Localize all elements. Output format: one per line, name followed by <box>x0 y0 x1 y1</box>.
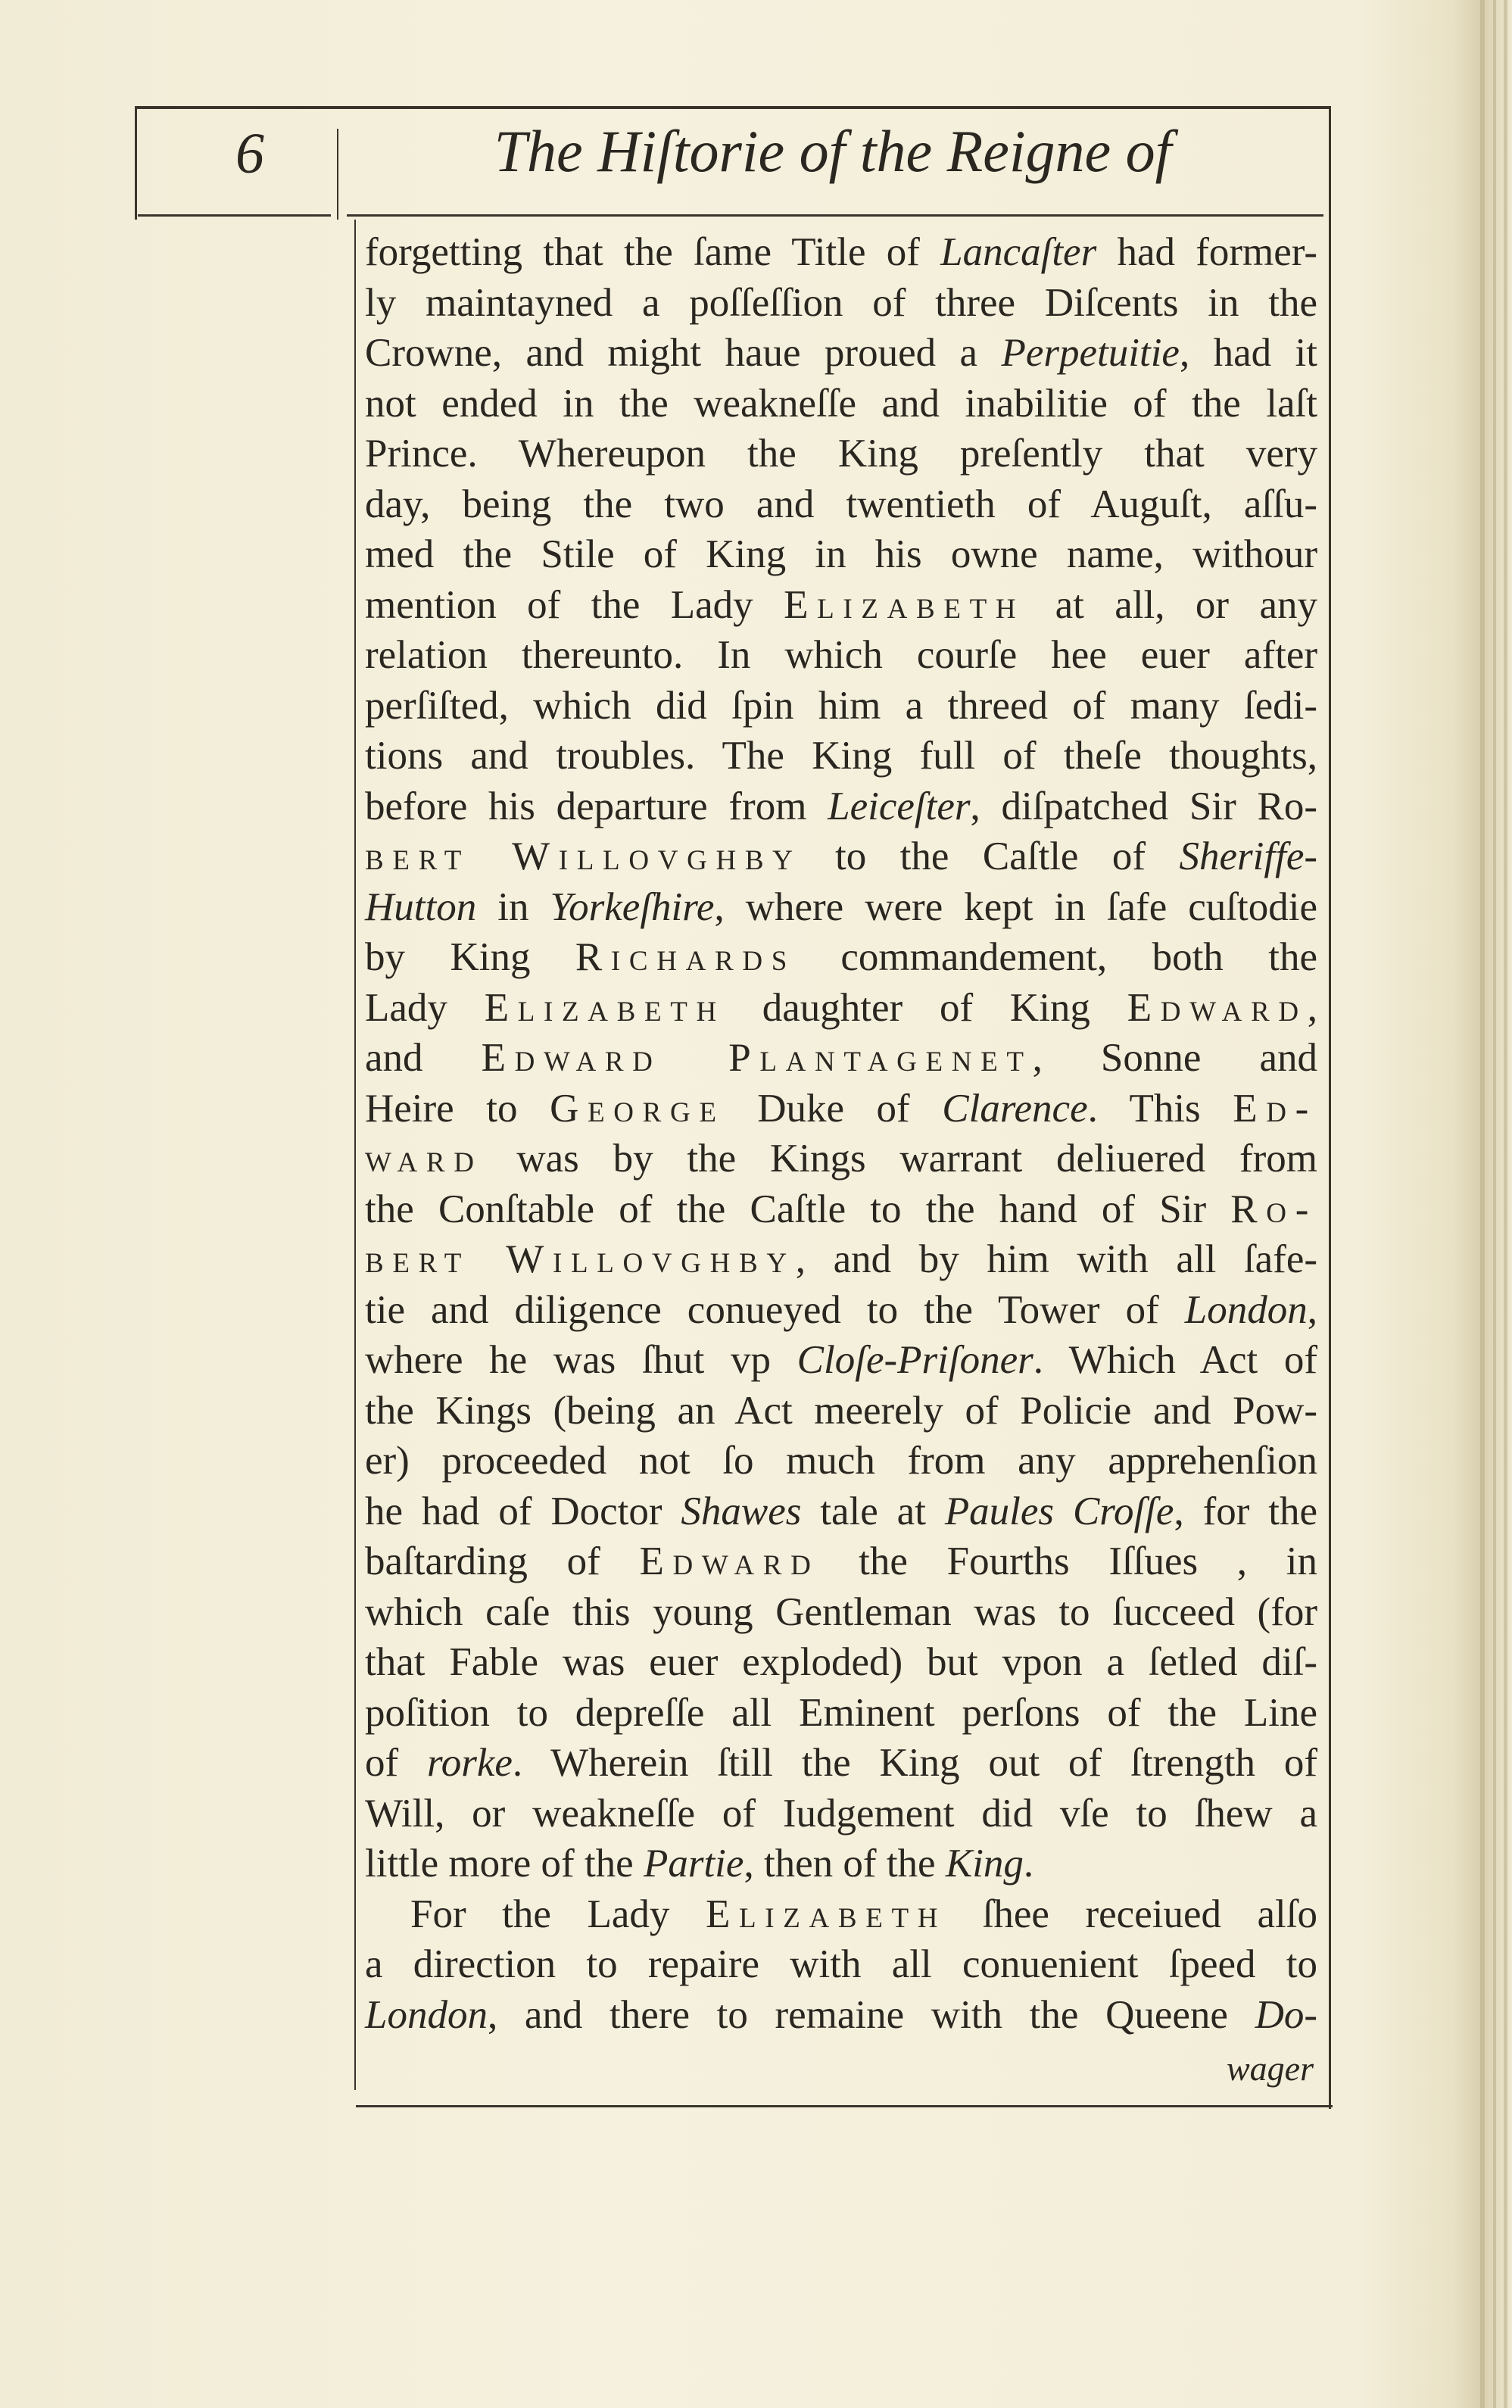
text-span: tale at <box>801 1489 945 1533</box>
text-line <box>365 580 1317 631</box>
small-caps-name: Edward Plantagenet <box>481 1036 1033 1080</box>
text-line <box>365 1386 1317 1436</box>
text-span: med the Stile of King in his owne name, withour <box>365 532 1317 576</box>
text-span: not ended in the weakneſſe and inabilitie of the laſt <box>365 381 1317 426</box>
text-span: he had of Doctor <box>365 1489 681 1533</box>
italic-text: Perpetuitie <box>1001 331 1180 375</box>
text-span: daughter of King <box>725 985 1127 1030</box>
text-line <box>365 1789 1317 1839</box>
text-span: poſition to depreſſe all Eminent perſons of the Line <box>365 1690 1317 1735</box>
text-span: , had it <box>1179 331 1317 375</box>
text-line <box>365 831 1317 882</box>
text-line <box>365 1990 1317 2041</box>
text-line <box>365 1738 1317 1789</box>
right-frame-rule <box>1329 106 1331 2109</box>
text-line <box>365 1134 1317 1184</box>
text-span: , <box>1307 985 1317 1030</box>
text-span: relation thereunto. In which courſe hee euer after <box>365 633 1317 677</box>
text-span: . This <box>1087 1086 1233 1131</box>
text-span: baſtarding of <box>365 1539 640 1583</box>
text-line <box>365 1688 1317 1739</box>
text-line <box>365 529 1317 580</box>
text-span: at all, or any <box>1024 582 1317 627</box>
italic-text: Clarence <box>942 1086 1088 1131</box>
bottom-rule <box>356 2105 1333 2107</box>
page-number: 6 <box>235 122 264 186</box>
small-caps-name: Ed- <box>1233 1086 1317 1131</box>
text-line <box>365 1889 1317 1940</box>
text-span: , and there to remaine with the Queene <box>487 1992 1255 2037</box>
body-text <box>365 227 1317 2040</box>
header-divider <box>337 129 338 220</box>
text-span: day, being the two and twentieth of Auguſt, aſſu- <box>365 482 1317 526</box>
text-span: tions and troubles. The King full of theſe thoughts, <box>365 734 1317 778</box>
top-rule <box>135 106 1331 109</box>
text-span: little more of the <box>365 1842 644 1886</box>
header-rule-right <box>347 214 1323 217</box>
text-span: where he was ſhut vp <box>365 1338 797 1382</box>
text-line <box>365 278 1317 329</box>
text-line <box>365 1285 1317 1336</box>
text-span: perſiſted, which did ſpin him a threed of many ſedi- <box>365 683 1317 728</box>
text-line <box>365 983 1317 1034</box>
text-span: For the Lady <box>410 1892 706 1936</box>
text-line <box>365 781 1317 832</box>
text-line <box>365 630 1317 681</box>
text-line <box>365 227 1317 278</box>
text-span: that Fable was euer exploded) but vpon a ſetled diſ- <box>365 1640 1317 1684</box>
text-span: by King <box>365 935 575 979</box>
text-line <box>365 1084 1317 1134</box>
text-span: the Conſtable of the Caſtle to the hand of Sir <box>365 1187 1231 1231</box>
text-line <box>365 1536 1317 1587</box>
left-frame-rule <box>135 106 137 220</box>
italic-text: Leiceſter <box>828 784 971 828</box>
text-line <box>365 1939 1317 1990</box>
text-span: of <box>365 1741 428 1785</box>
text-span: Duke of <box>725 1086 943 1131</box>
text-span: ſhee receiued alſo <box>946 1892 1317 1936</box>
text-span: the Kings (being an Act meerely of Policie and Pow- <box>365 1388 1317 1433</box>
running-title: The Hiſtorie of the Reigne of <box>494 118 1172 184</box>
text-span: in <box>476 884 550 929</box>
text-span: ly maintayned a poſſeſſion of three Diſcents in the <box>365 280 1317 325</box>
text-line <box>365 328 1317 379</box>
text-line <box>365 479 1317 530</box>
text-span: , diſpatched Sir Ro- <box>970 784 1317 828</box>
italic-text: Yorkeſhire <box>550 884 715 929</box>
text-span: forgetting that the ſame Title of <box>365 230 941 274</box>
italic-text: Cloſe-Priſoner <box>797 1338 1033 1382</box>
text-span: . Wherein ſtill the King out of ſtrength of <box>512 1741 1317 1785</box>
italic-text: London <box>365 1992 488 2037</box>
text-span: Crowne, and might haue proued a <box>365 331 1002 375</box>
italic-text: Sheriffe- <box>1179 834 1317 878</box>
text-span: and <box>365 1036 482 1080</box>
small-caps-name: Ro- <box>1230 1187 1317 1231</box>
small-caps-name: George <box>550 1086 725 1131</box>
text-span: Will, or weakneſſe of Iudgement did vſe to ſhew a <box>365 1791 1317 1836</box>
text-line <box>365 1486 1317 1537</box>
text-line <box>365 1184 1317 1235</box>
text-span: before his departure from <box>365 784 828 828</box>
text-line <box>365 1335 1317 1386</box>
text-span: . <box>1023 1842 1034 1886</box>
text-span: commandement, both the <box>795 935 1317 979</box>
text-span: tie and diligence conueyed to the Tower of <box>365 1287 1185 1332</box>
text-line <box>365 731 1317 781</box>
text-span: . Which Act of <box>1033 1338 1317 1382</box>
text-line <box>365 882 1317 933</box>
italic-text: Paules Croſſe <box>944 1489 1174 1533</box>
italic-text: Lancaſter <box>940 230 1097 274</box>
italic-text: Hutton <box>365 884 477 929</box>
text-span: , Sonne and <box>1032 1036 1317 1080</box>
text-span: , and by him with all ſafe- <box>795 1237 1317 1281</box>
small-caps-name: Edward <box>1127 985 1308 1030</box>
small-caps-name: Elizabeth <box>705 1892 947 1936</box>
text-span: Heire to <box>365 1086 550 1131</box>
text-line <box>365 1436 1317 1486</box>
small-caps-name: Elizabeth <box>484 985 725 1030</box>
text-span: a direction to repaire with all conuenient ſpeed to <box>365 1942 1317 1986</box>
text-line <box>365 1587 1317 1638</box>
text-span: mention of the Lady <box>365 582 784 627</box>
text-span: which caſe this young Gentleman was to ſucceed (for <box>365 1589 1317 1634</box>
italic-text: Do- <box>1255 1992 1317 2037</box>
text-span: Prince. Whereupon the King preſently that very <box>365 432 1317 476</box>
text-span: was by the Kings warrant deliuered from <box>482 1137 1317 1181</box>
italic-text: rorke <box>427 1741 513 1785</box>
small-caps-name: ward <box>365 1137 483 1181</box>
text-span: to the Caſtle of <box>801 834 1180 878</box>
small-caps-name: bert Willovghby <box>365 834 802 878</box>
italic-text: Partie <box>643 1842 744 1886</box>
header-rule-left <box>138 214 331 217</box>
italic-text: London <box>1184 1287 1308 1332</box>
text-column-rule <box>354 220 356 2090</box>
text-line <box>365 1637 1317 1688</box>
text-span: , then of the <box>744 1842 946 1886</box>
text-line <box>365 379 1317 429</box>
small-caps-name: Elizabeth <box>784 582 1025 627</box>
catchword: wager <box>1227 2049 1314 2088</box>
text-span: the Fourths Iſſues , in <box>819 1539 1318 1583</box>
text-span: , for the <box>1174 1489 1318 1533</box>
italic-text: King <box>945 1842 1024 1886</box>
text-span: Lady <box>365 985 485 1030</box>
text-span: had former- <box>1096 230 1317 274</box>
small-caps-name: Richards <box>575 935 796 979</box>
text-span: , <box>1307 1287 1317 1332</box>
text-line <box>365 932 1317 983</box>
small-caps-name: Edward <box>639 1539 820 1583</box>
text-line <box>365 1839 1317 1889</box>
italic-text: Shawes <box>681 1489 802 1533</box>
text-span: , where were kept in ſafe cuſtodie <box>714 884 1317 929</box>
text-line <box>365 1033 1317 1084</box>
text-line <box>365 429 1317 479</box>
small-caps-name: bert Willovghby <box>365 1237 796 1281</box>
text-line <box>365 681 1317 731</box>
text-span: er) proceeded not ſo much from any apprehenſion <box>365 1439 1317 1483</box>
text-line <box>365 1234 1317 1285</box>
